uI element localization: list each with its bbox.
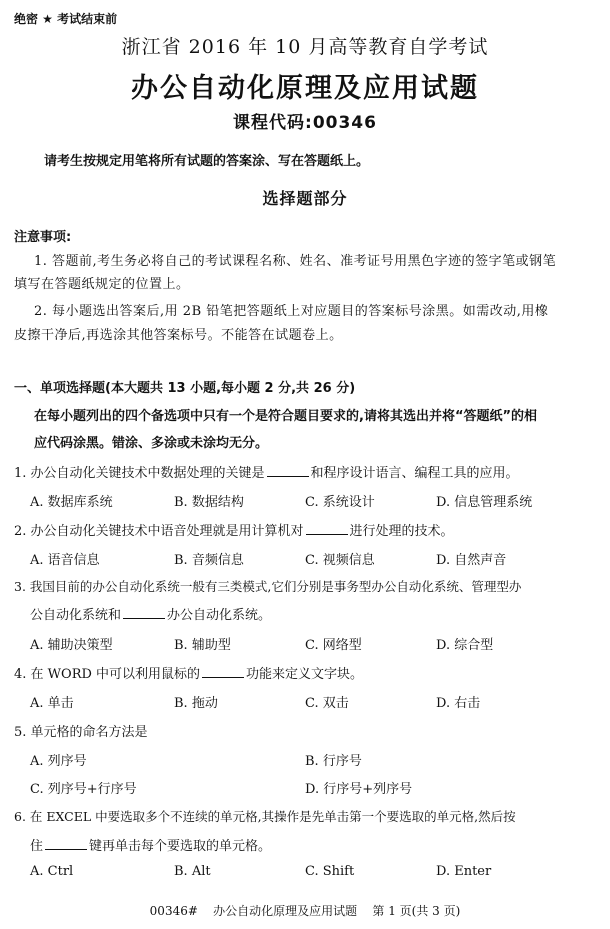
question-3-text: 公自动化系统和 xyxy=(30,608,122,623)
instruction: 请考生按规定用笔将所有试题的答案涂、写在答题纸上。 xyxy=(44,154,370,169)
q2-option-d: D. 自然声音 xyxy=(436,553,507,568)
question-3-line-2 xyxy=(30,604,271,623)
q3-option-a: A. 辅助决策型 xyxy=(30,638,113,653)
q2-option-c: C. 视频信息 xyxy=(305,553,375,568)
q4-option-b: B. 拖动 xyxy=(174,696,218,711)
q6-option-b: B. Alt xyxy=(174,864,211,879)
q4-option-a: A. 单击 xyxy=(30,696,74,711)
q4-option-c: C. 双击 xyxy=(305,696,349,711)
answer-blank xyxy=(202,665,244,678)
answer-blank xyxy=(45,837,87,850)
q5-option-b: B. 行序号 xyxy=(305,754,362,769)
note-1-line-2: 填写在答题纸规定的位置上。 xyxy=(14,277,190,292)
q5-option-a: A. 列序号 xyxy=(30,754,87,769)
q1-option-a: A. 数据库系统 xyxy=(30,495,113,510)
course-code: 课程代码:00346 xyxy=(233,113,377,133)
page-footer: 00346# 办公自动化原理及应用试题 第 1 页(共 3 页) xyxy=(149,904,461,918)
q3-option-b: B. 辅助型 xyxy=(174,638,231,653)
answer-blank xyxy=(123,606,165,619)
section-title: 选择题部分 xyxy=(262,189,348,208)
part1-desc-line-2: 应代码涂黑。错涂、多涂或未涂均无分。 xyxy=(34,436,269,451)
answer-blank xyxy=(306,522,348,535)
question-4-text: 4. 在 WORD 中可以利用鼠标的 xyxy=(14,667,201,682)
q1-option-b: B. 数据结构 xyxy=(174,495,244,510)
q3-option-c: C. 网络型 xyxy=(305,638,362,653)
note-2-line-2: 皮擦干净后,再选涂其他答案标号。不能答在试题卷上。 xyxy=(14,328,343,343)
part1-heading: 一、单项选择题(本大题共 13 小题,每小题 2 分,共 26 分) xyxy=(14,381,356,396)
question-2-text: 2. 办公自动化关键技术中语音处理就是用计算机对 xyxy=(14,524,304,539)
q3-option-d: D. 综合型 xyxy=(436,638,494,653)
question-6-text-end: 键再单击每个要选取的单元格。 xyxy=(89,839,272,854)
question-4-text-end: 功能来定义文字块。 xyxy=(246,667,364,682)
question-3-line-1: 3. 我国目前的办公自动化系统一般有三类模式,它们分别是事务型办公自动化系统、管理型办 xyxy=(14,579,522,594)
question-2-text-end: 进行处理的技术。 xyxy=(349,524,454,539)
q4-option-d: D. 右击 xyxy=(436,696,481,711)
question-6-text: 住 xyxy=(30,839,44,854)
part1-desc-line-1: 在每小题列出的四个备选项中只有一个是符合题目要求的,请将其选出并将“答题纸”的相 xyxy=(34,409,538,424)
q1-option-c: C. 系统设计 xyxy=(305,495,375,510)
question-3-text-end: 办公自动化系统。 xyxy=(167,608,272,623)
q5-option-c: C. 列序号+行序号 xyxy=(30,782,137,797)
q1-option-d: D. 信息管理系统 xyxy=(436,495,533,510)
note-2-line-1: 2. 每小题选出答案后,用 2B 铅笔把答题纸上对应题目的答案标号涂黑。如需改动,用橡 xyxy=(34,304,549,319)
question-1-text: 1. 办公自动化关键技术中数据处理的关键是 xyxy=(14,466,265,481)
answer-blank xyxy=(267,464,309,477)
question-1-text-end: 和程序设计语言、编程工具的应用。 xyxy=(310,466,519,481)
paper-title: 办公自动化原理及应用试题 xyxy=(131,73,479,104)
question-2 xyxy=(14,520,454,539)
q6-option-a: A. Ctrl xyxy=(30,864,74,879)
q6-option-d: D. Enter xyxy=(436,864,492,879)
q6-option-c: C. Shift xyxy=(305,864,355,879)
note-1-line-1: 1. 答题前,考生务必将自己的考试课程名称、姓名、准考证号用黑色字迹的签字笔或钢笔 xyxy=(34,254,557,269)
q5-option-d: D. 行序号+列序号 xyxy=(305,782,413,797)
question-5: 5. 单元格的命名方法是 xyxy=(14,725,148,740)
question-4 xyxy=(14,663,363,682)
question-1 xyxy=(14,462,519,481)
notes-heading: 注意事项: xyxy=(14,230,72,245)
q2-option-a: A. 语音信息 xyxy=(30,553,100,568)
q2-option-b: B. 音频信息 xyxy=(174,553,244,568)
exam-title: 浙江省 2016 年 10 月高等教育自学考试 xyxy=(121,36,489,58)
question-6-line-2 xyxy=(30,835,271,854)
secret-label: 绝密 ★ 考试结束前 xyxy=(14,12,118,26)
question-6-line-1: 6. 在 EXCEL 中要选取多个不连续的单元格,其操作是先单击第一个要选取的单元格,然后按 xyxy=(14,809,516,824)
